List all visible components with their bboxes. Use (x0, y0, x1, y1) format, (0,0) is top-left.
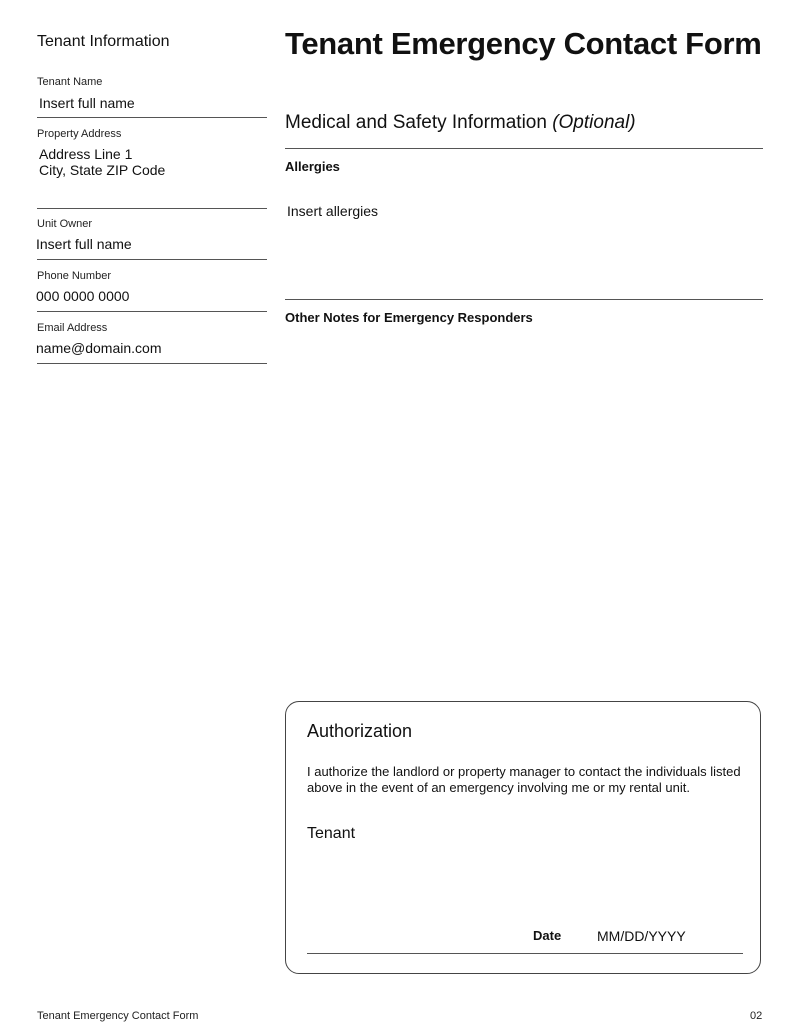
phone-number-field[interactable]: 000 0000 0000 (36, 288, 130, 304)
footer-doc-name: Tenant Emergency Contact Form (37, 1010, 199, 1022)
email-address-label: Email Address (37, 322, 108, 334)
tenant-name-rule (37, 117, 267, 118)
date-field[interactable]: MM/DD/YYYY (597, 928, 686, 944)
page-title: Tenant Emergency Contact Form (285, 26, 762, 61)
tenant-name-label: Tenant Name (37, 76, 103, 88)
unit-owner-label: Unit Owner (37, 218, 93, 230)
email-address-field[interactable]: name@domain.com (36, 340, 162, 356)
property-address-label: Property Address (37, 128, 122, 140)
unit-owner-rule (37, 259, 267, 260)
property-address-rule (37, 208, 267, 209)
other-notes-label: Other Notes for Emergency Responders (285, 310, 533, 325)
tenant-signature-area[interactable] (307, 852, 743, 922)
tenant-info-title: Tenant Information (37, 33, 170, 50)
date-label: Date (533, 928, 562, 943)
medical-section-heading (285, 112, 636, 134)
allergies-rule (285, 299, 763, 300)
medical-section-optional-note: (Optional) (552, 112, 636, 133)
phone-number-label: Phone Number (37, 270, 111, 282)
other-notes-field[interactable] (285, 332, 763, 672)
tenant-signature-label: Tenant (307, 825, 356, 842)
phone-number-rule (37, 311, 267, 312)
address-line2-field[interactable]: City, State ZIP Code (39, 162, 166, 178)
address-line1-field[interactable]: Address Line 1 (39, 146, 133, 162)
signature-rule (307, 953, 743, 954)
unit-owner-field[interactable]: Insert full name (36, 236, 132, 252)
footer-page-number: 02 (750, 1010, 763, 1022)
authorization-title: Authorization (307, 721, 413, 741)
tenant-name-field[interactable]: Insert full name (39, 95, 135, 111)
medical-section-heading-text: Medical and Safety Information (285, 112, 547, 133)
allergies-label: Allergies (285, 159, 340, 174)
authorization-box (285, 701, 761, 974)
medical-section-rule (285, 148, 763, 149)
authorization-text: I authorize the landlord or property manager to contact the individuals listed above in the event of an emergency involving me or my rental unit. (307, 764, 741, 795)
email-address-rule (37, 363, 267, 364)
allergies-field[interactable]: Insert allergies (287, 203, 379, 219)
